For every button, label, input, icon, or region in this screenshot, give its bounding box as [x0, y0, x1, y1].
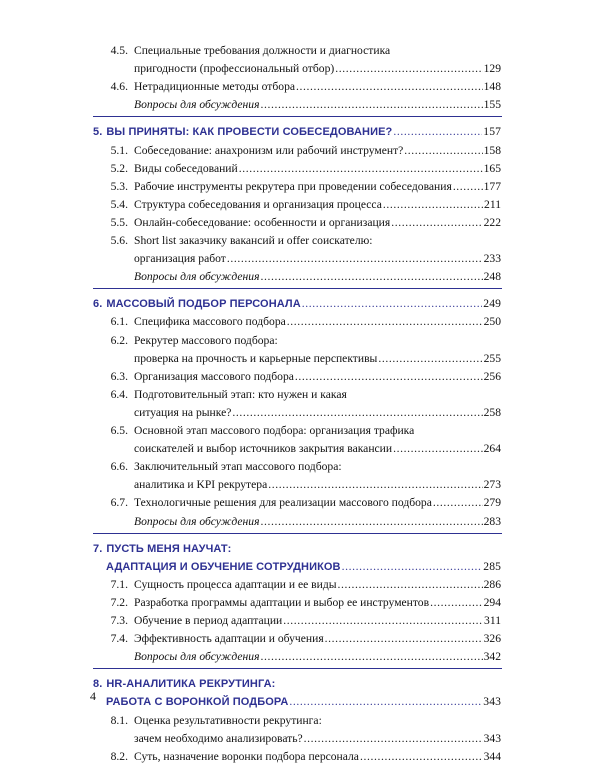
toc-page-number: 283 — [483, 514, 501, 528]
toc-entry-title: ПУСТЬ МЕНЯ НАУЧАТ: — [106, 542, 232, 555]
toc-entry-number: 8.2. — [110, 749, 128, 763]
toc-page-number: 250 — [483, 315, 501, 329]
toc-line — [134, 96, 501, 114]
toc-line — [134, 250, 501, 268]
toc-entry-number: 5.4. — [110, 197, 128, 211]
dot-leader — [338, 576, 483, 594]
dot-leader — [391, 214, 482, 232]
toc-entry-title: РАБОТА С ВОРОНКОЙ ПОДБОРА — [106, 696, 289, 709]
toc-entry-title: Подготовительный этап: кто нужен и какая — [134, 387, 347, 401]
toc-page-number: 129 — [483, 62, 501, 76]
toc-line — [134, 332, 278, 350]
dot-leader — [304, 730, 483, 748]
toc-line — [134, 494, 501, 512]
toc-line — [134, 513, 501, 531]
dot-leader — [295, 368, 483, 386]
toc-line — [134, 196, 501, 214]
toc-page-number: 344 — [483, 749, 501, 763]
toc-page-number: 155 — [483, 98, 501, 112]
toc-line — [134, 712, 322, 730]
toc-entry-title: Суть, назначение воронки подбора персонала — [134, 749, 359, 763]
toc-line — [134, 404, 501, 422]
toc-line — [134, 422, 414, 440]
toc-entry-number: 5.2. — [110, 161, 128, 175]
toc-entry-title: Оценка результативности рекрутинга: — [134, 713, 322, 727]
toc-entry-number: 8.1. — [110, 713, 128, 727]
page-number: 4 — [90, 689, 96, 703]
toc-entry-number: 6.6. — [110, 460, 128, 474]
toc-entry-title: Онлайн-собеседование: особенности и организация — [134, 215, 391, 229]
toc-entry-title: Вопросы для обсуждения — [134, 650, 260, 664]
toc-entry-title: Основной этап массового подбора: организация трафика — [134, 424, 415, 437]
toc-entry-number: 5.1. — [110, 143, 128, 157]
toc-line — [106, 558, 501, 576]
toc-line — [134, 60, 501, 78]
chapter-divider — [93, 668, 502, 669]
toc-page-number: 258 — [483, 405, 501, 419]
toc-line — [134, 630, 501, 648]
dot-leader — [289, 693, 482, 711]
toc-entry-number: 8. — [93, 678, 103, 691]
chapter-divider — [93, 533, 502, 534]
toc-line — [93, 675, 275, 693]
toc-line — [134, 440, 501, 458]
toc-page-number: 343 — [483, 695, 501, 709]
toc-entry-title: проверка на прочность и карьерные перспективы — [134, 351, 378, 365]
toc-line — [134, 476, 501, 494]
toc-line — [134, 142, 501, 160]
dot-leader — [433, 494, 483, 512]
toc-entry-title: Рекрутер массового подбора: — [134, 333, 278, 347]
toc-entry-title: организация работ — [134, 252, 226, 266]
toc-entry-title: зачем необходимо анализировать? — [134, 731, 303, 745]
toc-page-number: 264 — [483, 442, 501, 456]
toc-entry-title: Обучение в период адаптации — [134, 614, 283, 627]
toc-entry-title: Вопросы для обсуждения — [134, 270, 260, 284]
toc-entry-number: 6. — [93, 298, 103, 311]
dot-leader — [360, 748, 483, 766]
toc-line — [134, 350, 501, 368]
toc-entry-number: 5.6. — [110, 234, 128, 247]
toc-page-number: 248 — [483, 270, 501, 284]
dot-leader — [378, 350, 482, 368]
dot-leader — [342, 558, 483, 576]
toc-entry-title: Вопросы для обсуждения — [134, 98, 260, 112]
toc-page-number: 342 — [483, 650, 501, 664]
toc-entry-number: 6.1. — [110, 315, 128, 329]
toc-line — [134, 386, 347, 404]
toc-page-number: 326 — [483, 632, 501, 646]
dot-leader — [261, 513, 483, 531]
toc-entry-number: 4.5. — [110, 44, 128, 57]
dot-leader — [261, 96, 483, 114]
toc-entry-title: Специальные требования должности и диагностика — [134, 44, 391, 57]
chapter-divider — [93, 116, 502, 117]
toc-line — [93, 540, 231, 558]
toc-entry-number: 7.1. — [110, 577, 128, 591]
toc-line — [134, 214, 501, 232]
toc-line — [134, 268, 501, 286]
toc-page-number: 222 — [483, 215, 501, 229]
toc-entry-title: Технологичные решения для реализации массового подбора — [134, 496, 432, 510]
toc-page-number: 256 — [483, 369, 501, 383]
dot-leader — [393, 440, 483, 458]
toc-entry-number: 6.5. — [110, 424, 128, 437]
toc-entry-number: 6.2. — [110, 333, 128, 347]
toc-page-number: 294 — [483, 595, 501, 609]
toc-entry-title: Организация массового подбора — [134, 369, 294, 383]
toc-entry-title: соискателей и выбор источников закрытия вакансии — [134, 442, 393, 456]
toc-line — [134, 748, 501, 766]
toc-entry-title: Собеседование: анахронизм или рабочий инструмент? — [134, 143, 404, 157]
toc-entry-number: 5.3. — [110, 179, 128, 193]
dot-leader — [232, 404, 482, 422]
toc-line — [134, 160, 501, 178]
toc-entry-title: Специфика массового подбора — [134, 315, 286, 329]
toc-entry-number: 5. — [93, 126, 103, 139]
toc-entry-title: ВЫ ПРИНЯТЫ: КАК ПРОВЕСТИ СОБЕСЕДОВАНИЕ? — [106, 126, 393, 139]
toc-entry-title: Виды собеседований — [134, 161, 238, 175]
dot-leader — [283, 612, 483, 630]
toc-entry-title: пригодности (профессиональный отбор) — [134, 62, 335, 76]
toc-page-number: 157 — [483, 125, 501, 139]
dot-leader — [335, 60, 482, 78]
toc-entry-number: 6.7. — [110, 496, 128, 510]
toc-page-number: 285 — [483, 559, 501, 573]
toc-entry-title: Short list заказчику вакансий и offer соискателю: — [134, 234, 373, 247]
toc-page-number: 148 — [483, 80, 501, 94]
toc-line — [134, 730, 501, 748]
dot-leader — [404, 142, 482, 160]
toc-entry-number: 6.3. — [110, 369, 128, 383]
dot-leader — [302, 295, 483, 313]
toc-entry-title: Заключительный этап массового подбора: — [134, 460, 342, 474]
toc-entry-title: Рабочие инструменты рекрутера при проведении собеседования — [134, 179, 452, 193]
dot-leader — [261, 268, 483, 286]
toc-entry-number: 6.4. — [110, 387, 128, 401]
toc-page-number: 343 — [483, 731, 501, 745]
toc-entry-number: 7.2. — [110, 595, 128, 609]
dot-leader — [287, 313, 483, 331]
toc-entry-number: 4.6. — [110, 80, 128, 94]
toc-entry-title: Эффективность адаптации и обучения — [134, 632, 324, 646]
toc-line — [134, 576, 501, 594]
toc-line — [134, 594, 501, 612]
dot-leader — [261, 648, 483, 666]
toc-page-number: 255 — [483, 351, 501, 365]
dot-leader — [227, 250, 483, 268]
toc-line — [106, 693, 501, 711]
dot-leader — [383, 196, 483, 214]
dot-leader — [430, 594, 483, 612]
toc-line — [134, 232, 373, 250]
toc-entry-number: 5.5. — [110, 215, 128, 229]
toc-entry-title: ситуация на рынке? — [134, 405, 232, 419]
toc-line — [134, 368, 501, 386]
toc-page-number: 311 — [484, 614, 501, 627]
dot-leader — [268, 476, 482, 494]
toc-line — [93, 295, 501, 313]
toc-page-number: 158 — [483, 143, 501, 157]
toc-line — [134, 313, 501, 331]
toc-entry-title: Разработка программы адаптации и выбор ее инструментов — [134, 595, 430, 609]
toc-entry-title: аналитика и KPI рекрутера — [134, 478, 268, 492]
dot-leader — [325, 630, 483, 648]
toc-entry-title: Сущность процесса адаптации и ее виды — [134, 577, 337, 591]
toc-entry-title: АДАПТАЦИЯ И ОБУЧЕНИЕ СОТРУДНИКОВ — [106, 560, 341, 573]
toc-page-number: 286 — [483, 577, 501, 591]
toc-line — [134, 178, 501, 196]
toc-entry-number: 7. — [93, 542, 103, 555]
toc-line — [134, 78, 501, 96]
dot-leader — [393, 123, 482, 141]
toc-page-number: 279 — [483, 496, 501, 510]
toc-page-number: 211 — [484, 197, 501, 211]
toc-line — [93, 123, 501, 141]
dot-leader — [296, 78, 483, 96]
toc-page-number: 233 — [483, 252, 501, 266]
toc-entry-title: МАССОВЫЙ ПОДБОР ПЕРСОНАЛА — [106, 298, 301, 311]
toc-entry-title: Вопросы для обсуждения — [134, 514, 260, 528]
toc-entry-title: Нетрадиционные методы отбора — [134, 80, 296, 94]
dot-leader — [453, 178, 483, 196]
toc-page-number: 273 — [483, 478, 501, 492]
toc-line — [134, 458, 342, 476]
toc-page-number: 177 — [483, 179, 501, 193]
toc-line — [134, 612, 501, 630]
toc-line — [134, 648, 501, 666]
toc-page-number: 165 — [483, 161, 501, 175]
toc-entry-title: HR-АНАЛИТИКА РЕКРУТИНГА: — [106, 678, 276, 691]
toc-page-number: 249 — [483, 297, 501, 311]
toc-entry-number: 7.3. — [110, 614, 128, 627]
toc-entry-title: Структура собеседования и организация процесса — [134, 197, 382, 211]
toc-entry-number: 7.4. — [110, 632, 128, 646]
toc-line — [134, 42, 390, 60]
dot-leader — [239, 160, 483, 178]
chapter-divider — [93, 288, 502, 289]
